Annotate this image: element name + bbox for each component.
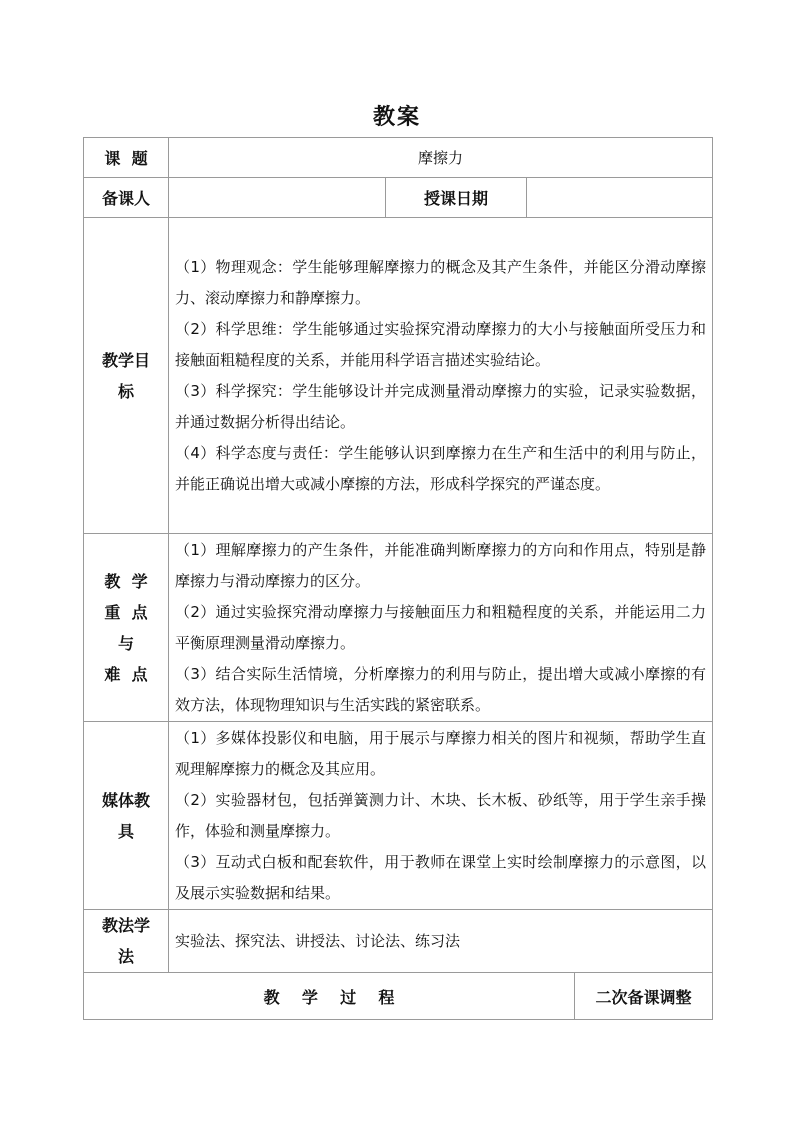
media-content <box>169 722 713 910</box>
date-label: 授课日期 <box>386 178 527 218</box>
objectives-row <box>84 218 713 534</box>
key-points-label <box>84 534 169 722</box>
preparer-value <box>169 178 386 218</box>
methods-label-line: 法 <box>117 947 134 966</box>
key-points-row <box>84 534 713 722</box>
methods-value: 实验法、探究法、讲授法、讨论法、练习法 <box>169 910 713 973</box>
media-row <box>84 722 713 910</box>
key-points-label-line: 教 学 <box>104 571 148 591</box>
methods-row <box>84 910 713 973</box>
preparer-row <box>84 178 713 218</box>
objective-item: （1）物理观念：学生能够理解摩擦力的概念及其产生条件，并能区分滑动摩擦力、滚动摩擦力和静摩擦力。 <box>175 258 707 307</box>
topic-value: 摩擦力 <box>169 138 713 178</box>
objectives-content <box>169 218 713 534</box>
document-title: 教案 <box>372 105 421 130</box>
objectives-label-line: 标 <box>117 381 134 401</box>
media-item: （1）多媒体投影仪和电脑，用于展示与摩擦力相关的图片和视频，帮助学生直观理解摩擦力的概念及其应用。 <box>175 729 707 778</box>
methods-label <box>84 910 169 973</box>
key-point-item: （2）通过实验探究滑动摩擦力与接触面压力和粗糙程度的关系，并能运用二力平衡原理测量滑动摩擦力。 <box>175 603 707 652</box>
key-points-label-line: 难 点 <box>104 664 148 684</box>
process-label: 教 学 过 程 <box>84 973 575 1020</box>
objectives-label-line: 教学目 <box>101 350 150 370</box>
process-row <box>84 973 713 1020</box>
media-label-line: 具 <box>117 821 134 841</box>
adjust-label: 二次备课调整 <box>575 973 713 1020</box>
date-value <box>527 178 713 218</box>
key-points-label-line: 与 <box>117 633 134 653</box>
lesson-plan-table <box>83 137 713 1020</box>
media-label-line: 媒体教 <box>101 790 150 810</box>
objective-item: （4）科学态度与责任：学生能够认识到摩擦力在生产和生活中的利用与防止，并能正确说出增大或减小摩擦的方法，形成科学探究的严谨态度。 <box>175 444 707 493</box>
objectives-label <box>84 218 169 534</box>
topic-label: 课 题 <box>84 138 169 178</box>
key-point-item: （1）理解摩擦力的产生条件，并能准确判断摩擦力的方向和作用点，特别是静摩擦力与滑动摩擦力的区分。 <box>175 541 707 590</box>
topic-row <box>84 138 713 178</box>
objective-item: （3）科学探究：学生能够设计并完成测量滑动摩擦力的实验，记录实验数据，并通过数据分析得出结论。 <box>175 382 707 431</box>
preparer-label: 备课人 <box>84 178 169 218</box>
key-points-content <box>169 534 713 722</box>
media-item: （2）实验器材包，包括弹簧测力计、木块、长木板、砂纸等，用于学生亲手操作，体验和测量摩擦力。 <box>175 791 707 840</box>
key-point-item: （3）结合实际生活情境，分析摩擦力的利用与防止，提出增大或减小摩擦的有效方法，体现物理知识与生活实践的紧密联系。 <box>175 665 707 714</box>
media-label <box>84 722 169 910</box>
media-item: （3）互动式白板和配套软件，用于教师在课堂上实时绘制摩擦力的示意图，以及展示实验数据和结果。 <box>175 853 707 902</box>
key-points-label-line: 重 点 <box>104 602 148 622</box>
objective-item: （2）科学思维：学生能够通过实验探究滑动摩擦力的大小与接触面所受压力和接触面粗糙程度的关系，并能用科学语言描述实验结论。 <box>175 320 707 369</box>
methods-label-line: 教法学 <box>101 916 150 935</box>
